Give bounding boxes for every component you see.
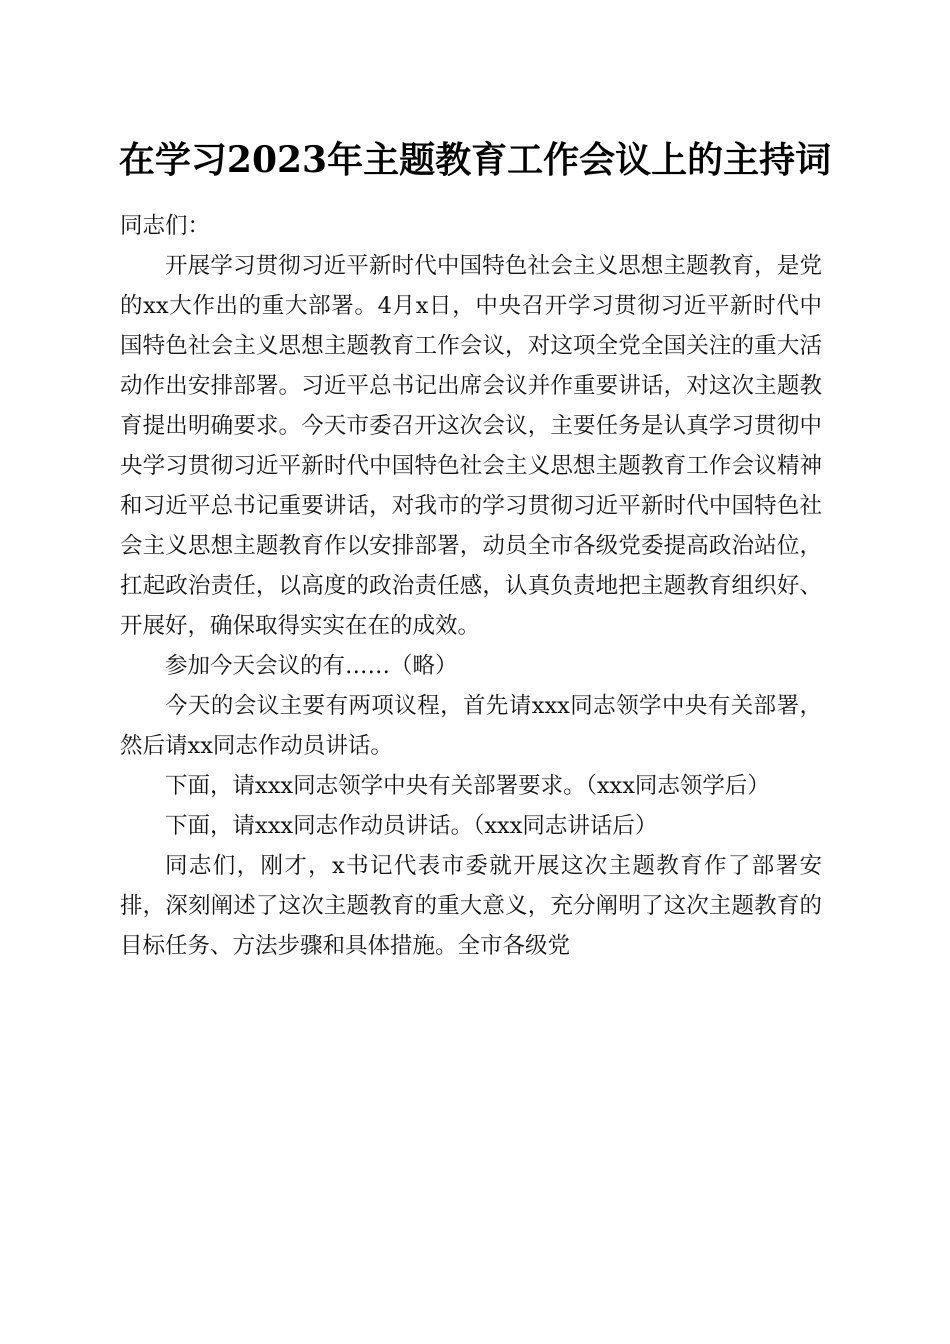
- paragraph-3: 今天的会议主要有两项议程，首先请xxx同志领学中央有关部署，然后请xx同志作动员讲话。: [120, 693, 822, 759]
- salutation: 同志们：: [120, 213, 211, 239]
- document-title: 在学习2023年主题教育工作会议上的主持词: [118, 139, 832, 181]
- paragraph-2: 参加今天会议的有……（略）: [165, 653, 458, 679]
- paragraph-5: 下面，请xxx同志作动员讲话。（xxx同志讲话后）: [165, 813, 658, 839]
- document-body: [120, 206, 822, 966]
- paragraph-4: 下面，请xxx同志领学中央有关部署要求。（xxx同志领学后）: [165, 773, 770, 799]
- paragraph-1: 开展学习贯彻习近平新时代中国特色社会主义思想主题教育，是党的xx大作出的重大部署。4月x日，中央召开学习贯彻习近平新时代中国特色社会主义思想主题教育工作会议，对这项全党全国关注的重大活动作出安排部署。习近平总书记出席会议并作重要讲话，对这次主题教育提出明确要求。今天市委召开这次会议，主要任务是认真学习贯彻中央学习贯彻习近平新时代中国特色社会主义思想主题教育工作会议精神和习近平总书记重要讲话，对我市的学习贯彻习近平新时代中国特色社会主义思想主题教育作以安排部署，动员全市各级党委提高政治站位，扛起政治责任，以高度的政治责任感，认真负责地把主题教育组织好、开展好，确保取得实实在在的成效。: [120, 253, 822, 639]
- paragraph-6: 同志们，刚才，x书记代表市委就开展这次主题教育作了部署安排，深刻阐述了这次主题教育的重大意义，充分阐明了这次主题教育的目标任务、方法步骤和具体措施。全市各级党: [120, 853, 822, 959]
